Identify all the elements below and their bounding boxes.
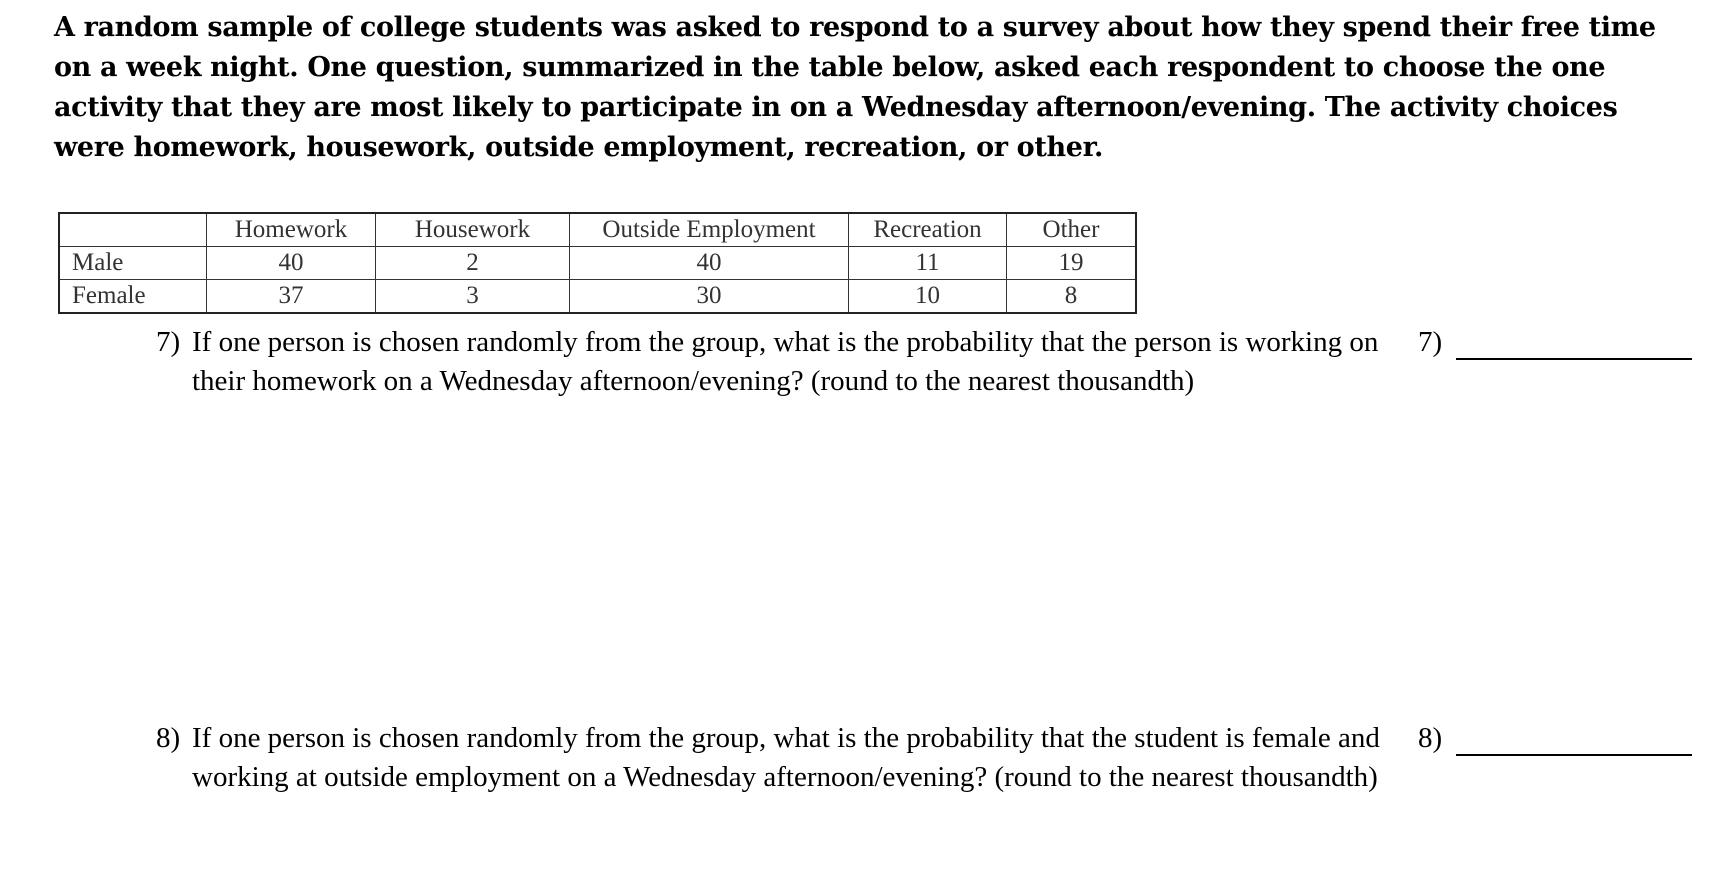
table-cell: 40 [570, 247, 849, 280]
table-row [59, 247, 1136, 280]
table-header-cell: Recreation [849, 213, 1007, 247]
question-number: 7) [156, 326, 181, 358]
table-header-cell: Housework [376, 213, 570, 247]
table-header-row [59, 213, 1136, 247]
table-header-cell: Homework [207, 213, 376, 247]
survey-table [58, 212, 1137, 314]
table-header-cell: Outside Employment [570, 213, 849, 247]
answer-label: 8) [1418, 722, 1443, 754]
table-cell: 3 [376, 280, 570, 314]
table-cell: 10 [849, 280, 1007, 314]
table-cell: 11 [849, 247, 1007, 280]
question-number: 8) [156, 722, 181, 754]
intro-paragraph: A random sample of college students was asked to respond to a survey about how they spend their free time on a week night. One question, summarized in the table below, asked each respondent to choose the one activity that they are most likely to participate in on a Wednesday afternoon/evening. The activity choices were homework, housework, outside employment, recreation, or other. [54, 12, 1656, 163]
table-cell: 8 [1007, 280, 1137, 314]
question-text: If one person is chosen randomly from the group, what is the probability that the person is working on their homework on a Wednesday afternoon/evening? (round to the nearest thousandth) [192, 326, 1379, 397]
table-row [59, 280, 1136, 314]
answer-blank-line[interactable] [1456, 754, 1692, 756]
table-row-label: Female [59, 280, 207, 314]
table-row-label: Male [59, 247, 207, 280]
table-cell: 30 [570, 280, 849, 314]
table-cell: 37 [207, 280, 376, 314]
table-header-cell: Other [1007, 213, 1137, 247]
answer-label: 7) [1418, 326, 1443, 358]
answer-blank-line[interactable] [1456, 358, 1692, 360]
table-cell: 19 [1007, 247, 1137, 280]
table-header-cell [59, 213, 207, 247]
question-text: If one person is chosen randomly from the group, what is the probability that the student is female and working at outside employment on a Wednesday afternoon/evening? (round to the nearest thousandth) [192, 722, 1380, 793]
table-cell: 2 [376, 247, 570, 280]
table-cell: 40 [207, 247, 376, 280]
